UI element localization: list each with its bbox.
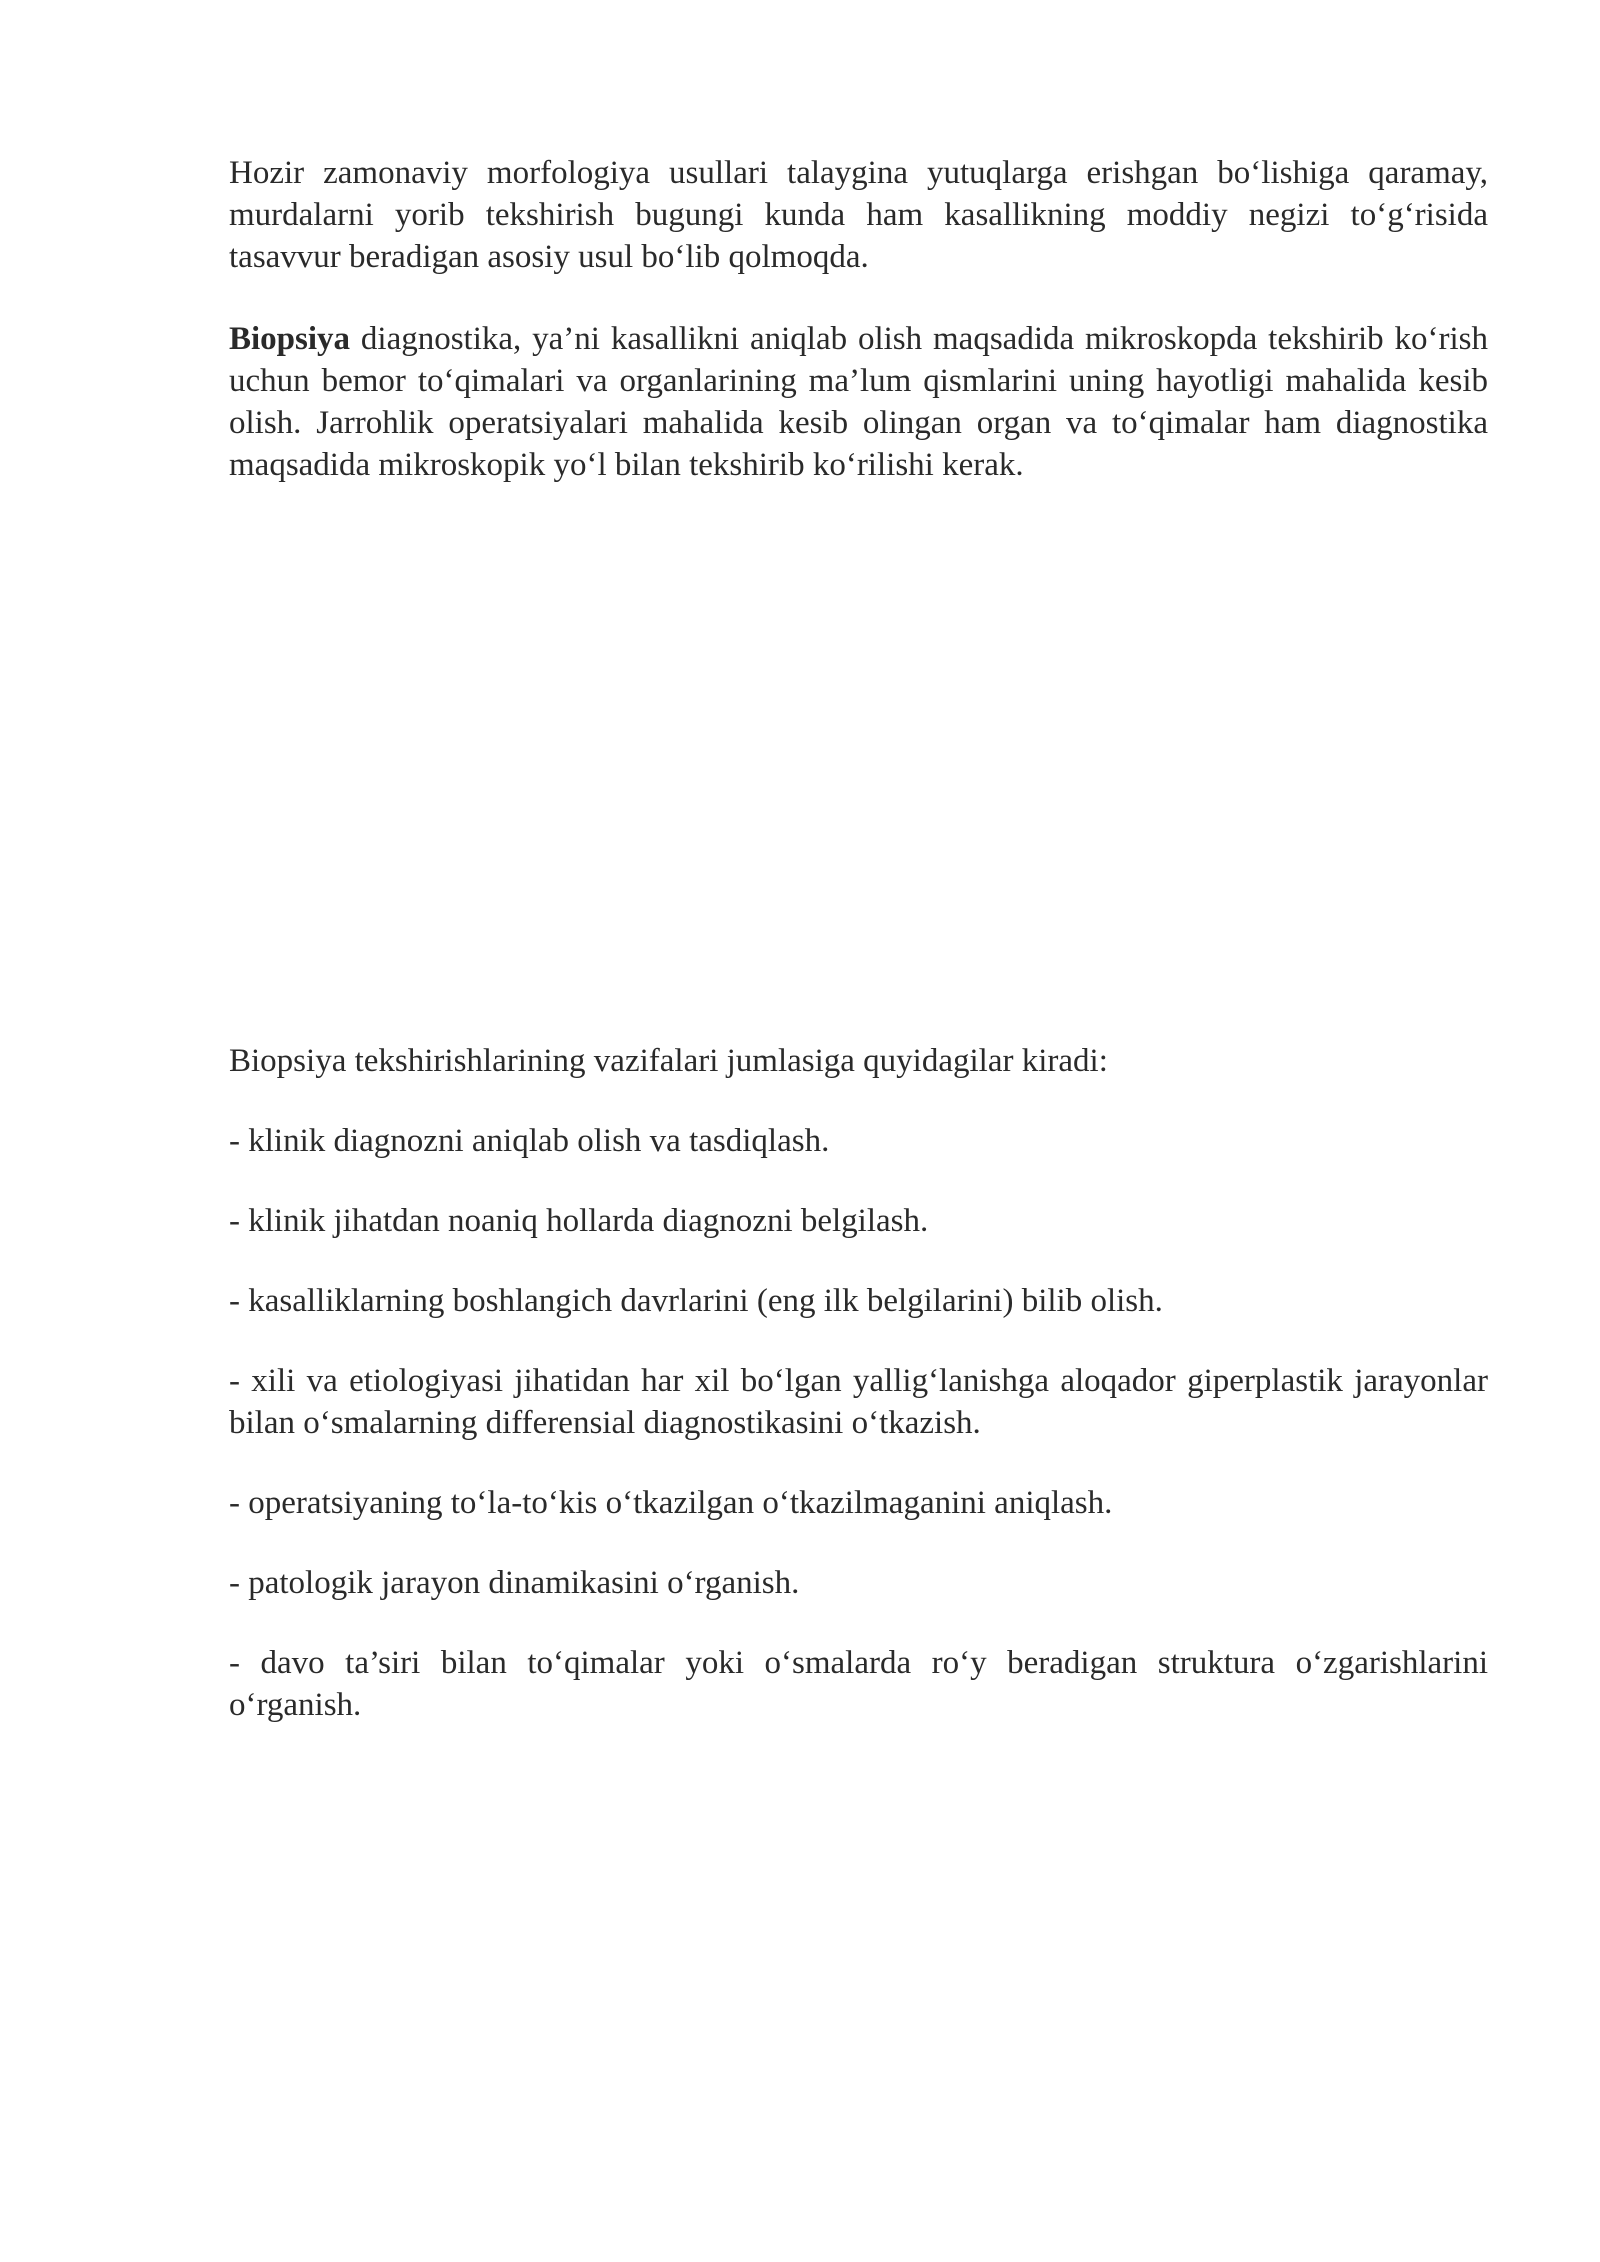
- list-intro: Biopsiya tekshirishlarining vazifalari jumlasiga quyidagilar kiradi:: [229, 1043, 1108, 1079]
- list-item: - klinik jihatdan noaniq hollarda diagnozni belgilash.: [229, 1203, 929, 1239]
- list-item: - kasalliklarning boshlangich davrlarini (eng ilk belgilarini) bilib olish.: [229, 1283, 1163, 1319]
- list-item: - xili va etiologiyasi jihatidan har xil bo‘lgan yallig‘lanishga aloqador giperplastik jarayonlar bilan o‘smalarning differensial diagnostikasini o‘tkazish.: [229, 1363, 1488, 1441]
- list-item: - operatsiyaning to‘la-to‘kis o‘tkazilgan o‘tkazilmaganini aniqlash.: [229, 1485, 1113, 1521]
- biopsy-term: Biopsiya: [229, 321, 351, 357]
- paragraph-morphology: Hozir zamonaviy morfologiya usullari talaygina yutuqlarga erishgan bo‘lishiga qaramay, murdalarni yorib tekshirish bugungi kunda ham kasallikning moddiy negizi to‘g‘risida tasavvur beradigan asosiy usul bo‘lib qolmoqda.: [229, 155, 1488, 275]
- list-item: - patologik jarayon dinamikasini o‘rganish.: [229, 1565, 800, 1601]
- list-item: - klinik diagnozni aniqlab olish va tasdiqlash.: [229, 1123, 830, 1159]
- paragraph-biopsy-definition: [229, 318, 1488, 486]
- biopsy-definition-text: diagnostika, ya’ni kasallikni aniqlab olish maqsadida mikroskopda tekshirib ko‘rish uchun bemor to‘qimalari va organlarining ma’lum qismlarini uning hayotligi mahalida kesib olish. Jarrohlik operatsiyalari mahalida kesib olingan organ va to‘qimalar ham diagnostika maqsadida mikroskopik yo‘l bilan tekshirib ko‘rilishi kerak.: [229, 321, 1488, 483]
- list-item: - davo ta’siri bilan to‘qimalar yoki o‘smalarda ro‘y beradigan struktura o‘zgarishlarini o‘rganish.: [229, 1645, 1488, 1723]
